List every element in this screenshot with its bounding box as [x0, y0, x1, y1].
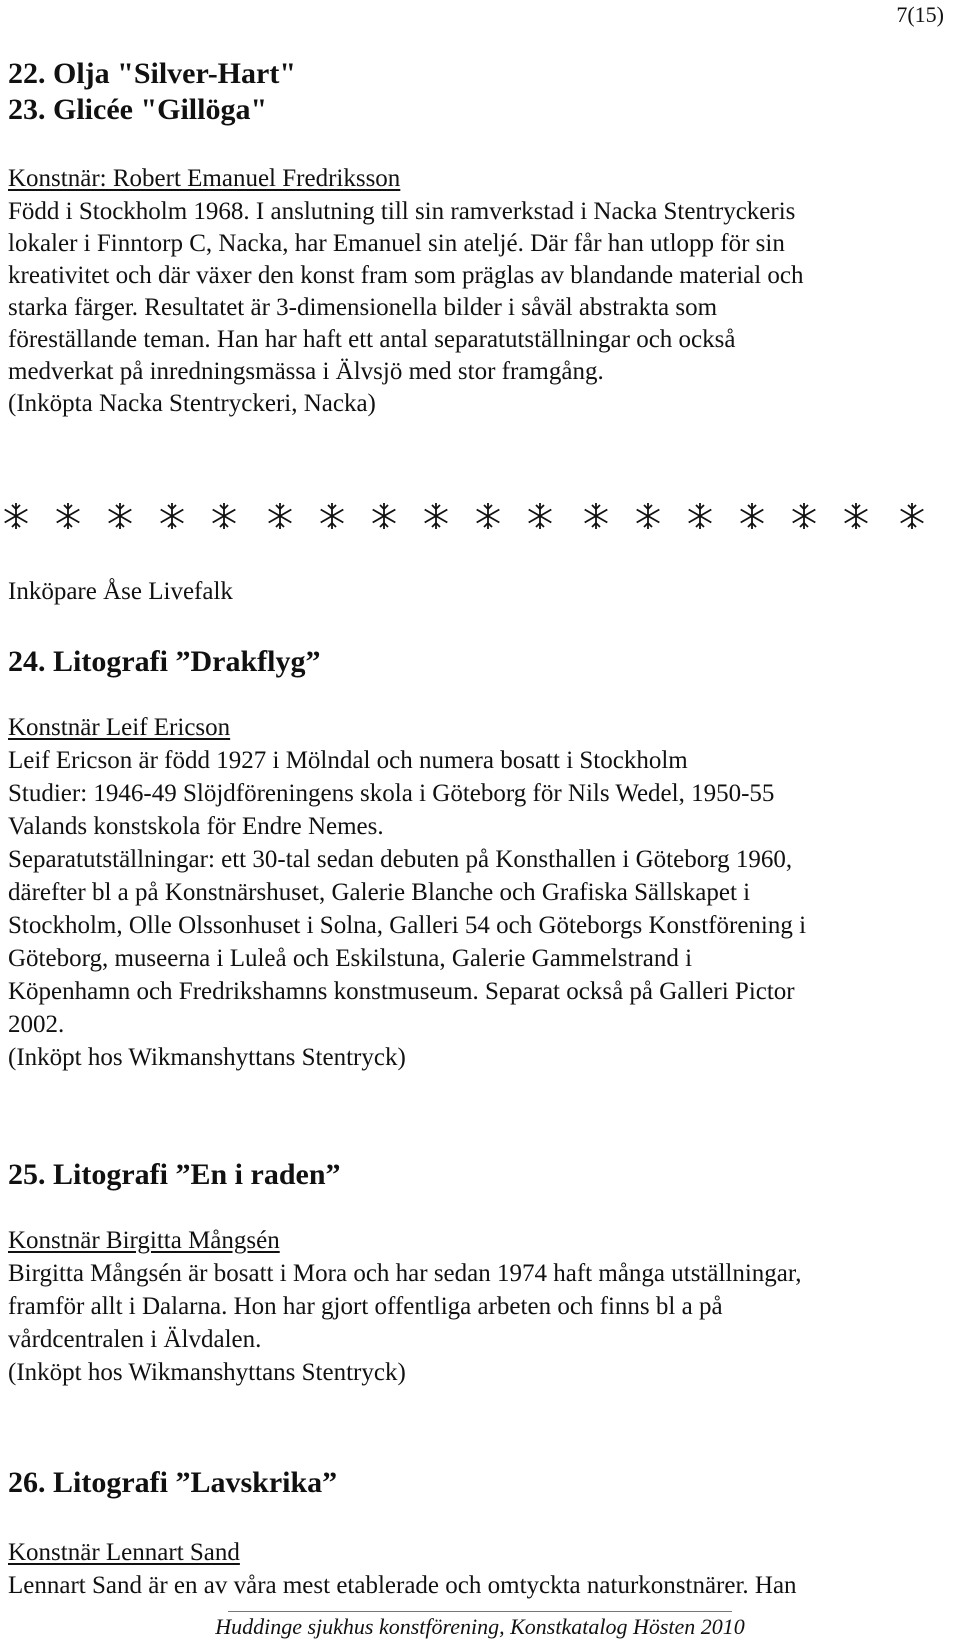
artist-name: Konstnär Lennart Sand — [8, 1539, 240, 1566]
snowflake-icon — [156, 500, 188, 532]
body-line: Lennart Sand är en av våra mest etablerade och omtyckta naturkonstnärer. Han — [8, 1572, 797, 1599]
snowflake-icon — [632, 500, 664, 532]
snowflake-icon — [104, 500, 136, 532]
snowflake-icon — [524, 500, 556, 532]
body-line: framför allt i Dalarna. Hon har gjort offentliga arbeten och finns bl a på — [8, 1293, 723, 1320]
body-line: medverkat på inredningsmässa i Älvsjö med stor framgång. — [8, 358, 604, 385]
body-line: Studier: 1946-49 Slöjdföreningens skola i Göteborg för Nils Wedel, 1950-55 — [8, 780, 775, 807]
snowflake-icon — [684, 500, 716, 532]
purchase-note: (Inköpt hos Wikmanshyttans Stentryck) — [8, 1044, 406, 1071]
snowflake-icon — [0, 500, 32, 532]
snowflake-icon — [472, 500, 504, 532]
body-line: Leif Ericson är född 1927 i Mölndal och numera bosatt i Stockholm — [8, 747, 688, 774]
body-line: föreställande teman. Han har haft ett antal separatutställningar och också — [8, 326, 736, 353]
snowflake-icon — [580, 500, 612, 532]
item-26-title: 26. Litografi ”Lavskrika” — [8, 1466, 338, 1499]
snowflake-icon — [316, 500, 348, 532]
snowflake-icon — [736, 500, 768, 532]
body-line: Stockholm, Olle Olssonhuset i Solna, Galleri 54 och Göteborgs Konstförening i — [8, 912, 807, 939]
artist-name: Konstnär Birgitta Mångsén — [8, 1227, 280, 1254]
artist-name: Konstnär Leif Ericson — [8, 714, 231, 741]
body-line: Född i Stockholm 1968. I anslutning till sin ramverkstad i Nacka Stentryckeris — [8, 198, 796, 225]
snowflake-icon — [368, 500, 400, 532]
snowflake-divider — [0, 500, 960, 532]
body-line: Köpenhamn och Fredrikshamns konstmuseum. Separat också på Galleri Pictor — [8, 978, 795, 1005]
body-line: Göteborg, museerna i Luleå och Eskilstuna, Galerie Gammelstrand i — [8, 945, 693, 972]
snowflake-icon — [52, 500, 84, 532]
item-24-title: 24. Litografi ”Drakflyg” — [8, 645, 321, 678]
body-line: 2002. — [8, 1011, 65, 1038]
footer-rule — [228, 1611, 732, 1612]
body-line: starka färger. Resultatet är 3-dimensionella bilder i såväl abstrakta som — [8, 294, 718, 321]
page-footer: Huddinge sjukhus konstförening, Konstkatalog Hösten 2010 — [215, 1614, 745, 1639]
snowflake-icon — [840, 500, 872, 532]
purchase-note: (Inköpt hos Wikmanshyttans Stentryck) — [8, 1359, 406, 1386]
item-23-title: 23. Glicée "Gillöga" — [8, 93, 268, 126]
snowflake-icon — [788, 500, 820, 532]
body-line: kreativitet och där växer den konst fram som präglas av blandande material och — [8, 262, 804, 289]
item-25-title: 25. Litografi ”En i raden” — [8, 1158, 341, 1191]
page-number: 7(15) — [896, 2, 944, 27]
artist-name: Konstnär: Robert Emanuel Fredriksson — [8, 165, 401, 192]
snowflake-icon — [420, 500, 452, 532]
body-line: Valands konstskola för Endre Nemes. — [8, 813, 384, 840]
body-line: Separatutställningar: ett 30-tal sedan debuten på Konsthallen i Göteborg 1960, — [8, 846, 793, 873]
item-22-title: 22. Olja "Silver-Hart" — [8, 57, 296, 90]
snowflake-icon — [896, 500, 928, 532]
purchase-note: (Inköpta Nacka Stentryckeri, Nacka) — [8, 390, 376, 417]
buyer-name: Inköpare Åse Livefalk — [8, 578, 233, 605]
body-line: därefter bl a på Konstnärshuset, Galerie Blanche och Grafiska Sällskapet i — [8, 879, 751, 906]
body-line: Birgitta Mångsén är bosatt i Mora och har sedan 1974 haft många utställningar, — [8, 1260, 802, 1287]
snowflake-icon — [264, 500, 296, 532]
body-line: lokaler i Finntorp C, Nacka, har Emanuel sin ateljé. Där får han utlopp för sin — [8, 230, 785, 257]
body-line: vårdcentralen i Älvdalen. — [8, 1326, 262, 1353]
snowflake-icon — [208, 500, 240, 532]
